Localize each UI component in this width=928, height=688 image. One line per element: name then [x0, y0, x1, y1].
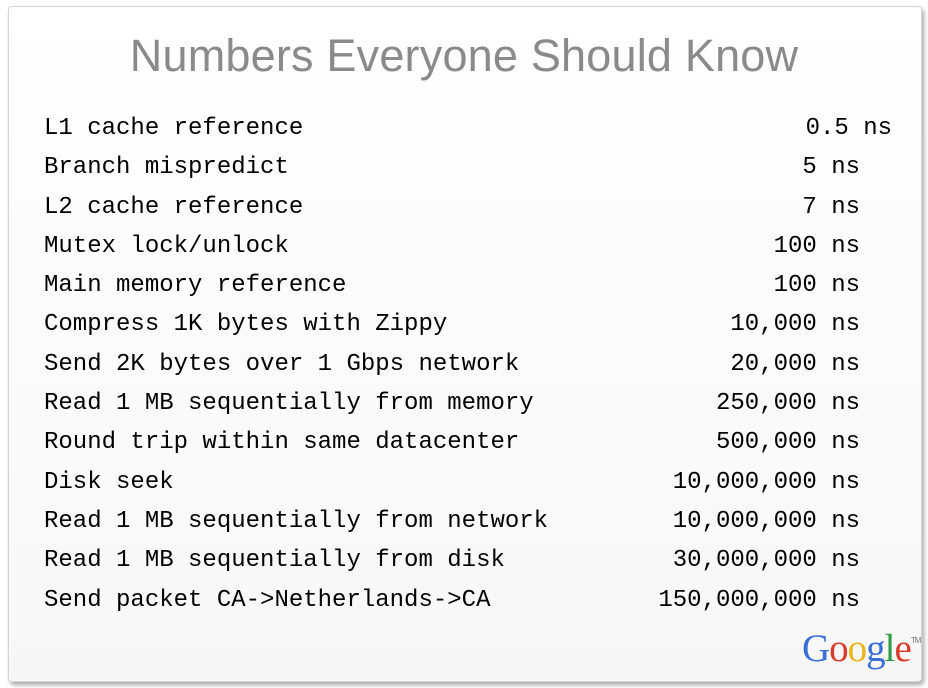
trademark-mark: TM [910, 636, 921, 645]
row-value: 0.5 ns [805, 115, 892, 142]
row-label: Send packet CA->Netherlands->CA [44, 586, 491, 614]
row-value: 10,000,000 ns [672, 507, 860, 535]
row-label: Read 1 MB sequentially from network [44, 507, 549, 535]
row-label: Round trip within same datacenter [44, 429, 520, 457]
row-label: Send 2K bytes over 1 Gbps network [44, 350, 520, 378]
row-label: Branch mispredict [44, 154, 289, 182]
table-row [44, 505, 904, 544]
table-row [44, 584, 904, 623]
row-label: Disk seek [44, 468, 174, 496]
row-value: 30,000,000 ns [672, 547, 860, 575]
row-value: 150,000,000 ns [658, 586, 860, 614]
table-row [44, 426, 904, 465]
latency-table [44, 112, 904, 623]
row-label: L2 cache reference [44, 193, 304, 221]
table-row [44, 544, 904, 583]
row-value: 500,000 ns [715, 429, 860, 457]
table-row [44, 269, 904, 308]
row-label: Read 1 MB sequentially from memory [44, 390, 534, 418]
row-label: Compress 1K bytes with Zippy [44, 311, 448, 339]
row-value: 10,000,000 ns [672, 468, 860, 496]
table-row [44, 230, 904, 269]
table-row [44, 348, 904, 387]
row-label: L1 cache reference [44, 115, 304, 142]
row-value: 5 ns [802, 154, 860, 182]
table-row [44, 308, 904, 347]
table-row [44, 466, 904, 505]
table-row [44, 151, 904, 190]
row-value: 100 ns [773, 272, 860, 300]
row-value: 20,000 ns [730, 350, 860, 378]
row-value: 250,000 ns [715, 390, 860, 418]
row-label: Mutex lock/unlock [44, 232, 289, 260]
row-label: Read 1 MB sequentially from disk [44, 547, 505, 575]
row-value: 10,000 ns [730, 311, 860, 339]
table-row [44, 387, 904, 426]
row-value: 7 ns [802, 193, 860, 221]
row-label: Main memory reference [44, 272, 347, 300]
table-row [44, 112, 904, 151]
google-logo: Google™ [802, 627, 921, 670]
table-row [44, 191, 904, 230]
row-value: 100 ns [773, 232, 860, 260]
slide-title: Numbers Everyone Should Know [129, 30, 799, 81]
